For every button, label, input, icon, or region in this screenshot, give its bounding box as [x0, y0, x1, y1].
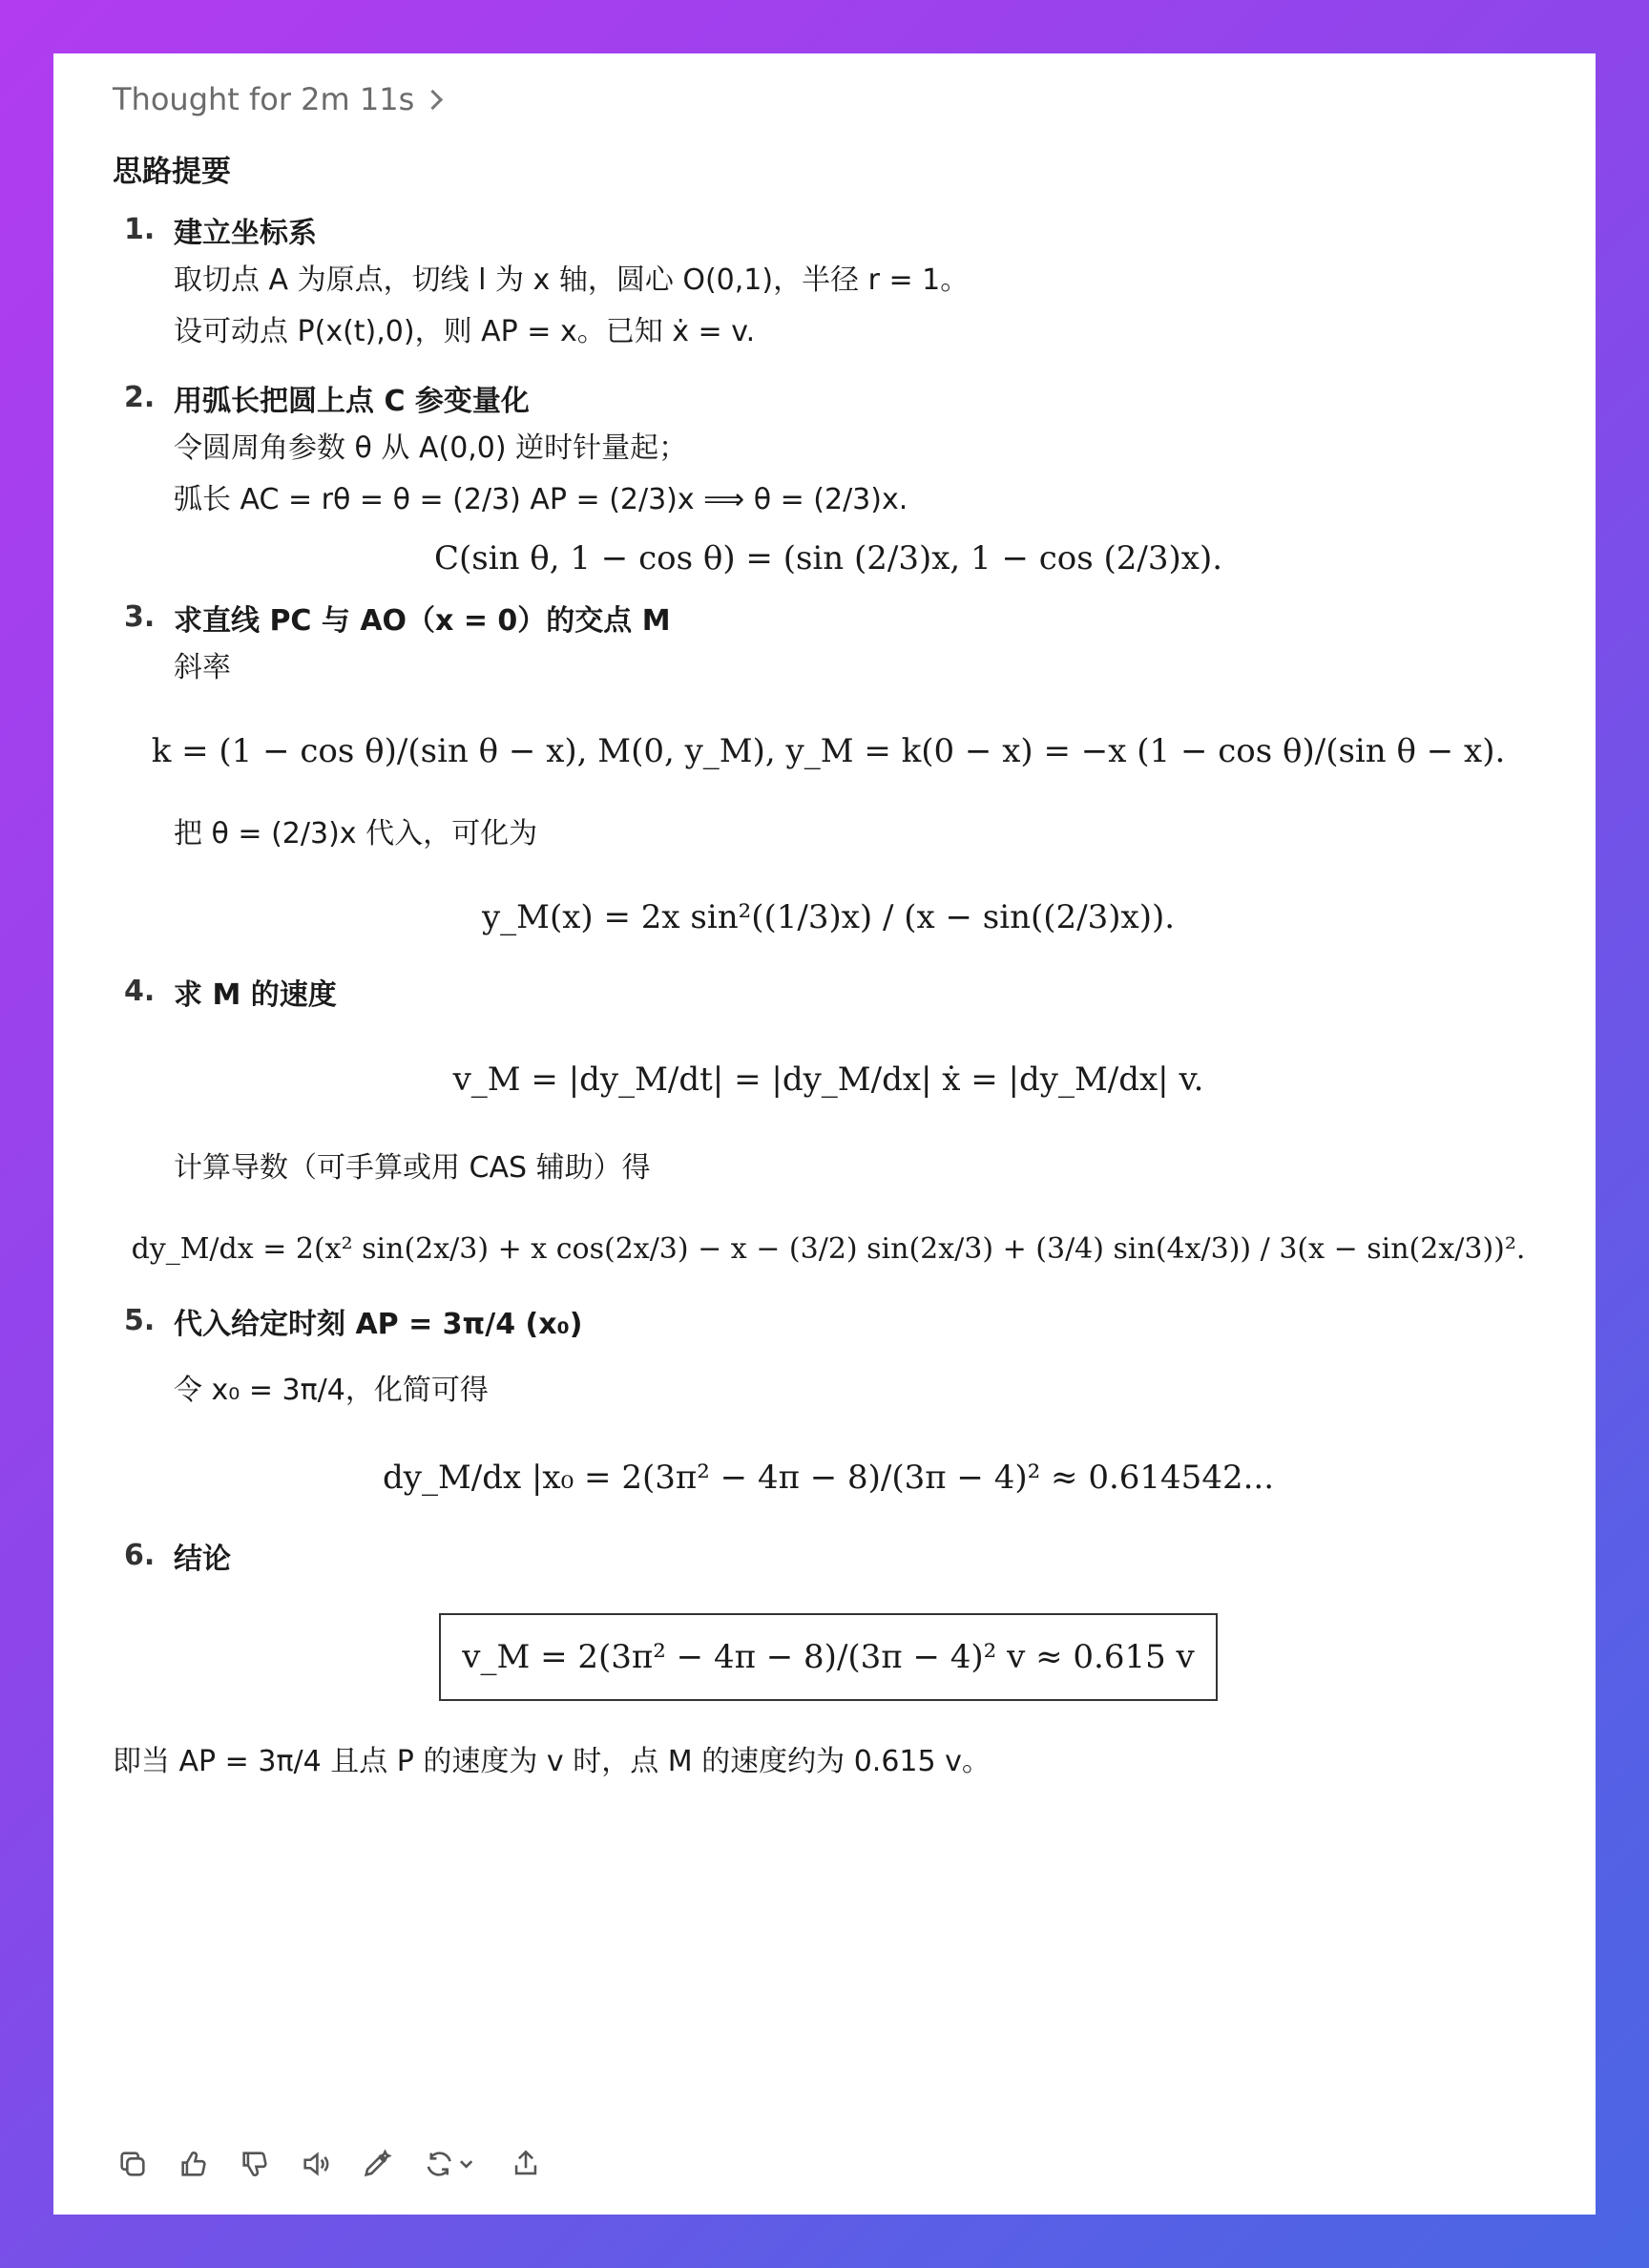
speaker-icon[interactable] [296, 2144, 336, 2184]
display-equation: dy_M/dx |x₀ = 2(3π² − 4π − 8)/(3π − 4)² ≈ 0.614542... [382, 1459, 1275, 1497]
edit-icon[interactable] [357, 2144, 397, 2184]
thumbs-up-icon[interactable] [174, 2144, 214, 2184]
step-title: 求 M 的速度 [174, 978, 337, 1012]
chat-response-card [53, 53, 1596, 2215]
step-number: 1. [124, 213, 156, 246]
step-4 [113, 975, 1544, 1266]
response-toolbar [113, 2144, 546, 2184]
step-number: 6. [124, 1539, 156, 1572]
step-1 [113, 213, 1544, 358]
copy-icon[interactable] [113, 2144, 153, 2184]
watermark: 知乎 @AI信息Gap [1212, 2156, 1562, 2205]
step-3 [113, 600, 1544, 936]
step-number: 2. [124, 381, 156, 414]
step-line: 令 x₀ = 3π/4，化简可得 [174, 1374, 489, 1407]
step-line: 斜率 [174, 651, 231, 684]
step-line: 设可动点 P(x(t),0)，则 AP = x。已知 ẋ = v. [174, 315, 756, 348]
conclusion-text: 即当 AP = 3π/4 且点 P 的速度为 v 时，点 M 的速度约为 0.615 v。 [113, 1745, 991, 1778]
step-number: 5. [124, 1304, 156, 1337]
step-6 [113, 1539, 1544, 1701]
display-equation: dy_M/dx = 2(x² sin(2x/3) + x cos(2x/3) − x − (3/2) sin(2x/3) + (3/4) sin(4x/3)) / 3(x − sin(2x/3))². [131, 1232, 1526, 1266]
share-icon[interactable] [506, 2144, 546, 2184]
chevron-right-icon [423, 89, 443, 109]
boxed-result: v_M = 2(3π² − 4π − 8)/(3π − 4)² v ≈ 0.615 v [439, 1613, 1218, 1701]
step-2 [113, 381, 1544, 578]
step-title: 代入给定时刻 AP = 3π/4 (x₀) [174, 1308, 583, 1341]
step-number: 4. [124, 975, 156, 1008]
step-title: 求直线 PC 与 AO（x = 0）的交点 M [174, 604, 671, 638]
step-line: 把 θ = (2/3)x 代入，可化为 [174, 817, 538, 850]
display-equation: y_M(x) = 2x sin²((1/3)x) / (x − sin((2/3)x)). [481, 898, 1176, 936]
step-number: 3. [124, 600, 156, 634]
thought-label: Thought for 2m 11s [113, 81, 415, 117]
step-line: 弧长 AC = rθ = θ = (2/3) AP = (2/3)x ⟹ θ = (2/3)x. [174, 483, 908, 516]
summary-heading: 思路提要 [113, 155, 231, 189]
step-line: 计算导数（可手算或用 CAS 辅助）得 [174, 1151, 651, 1185]
step-title: 建立坐标系 [174, 217, 317, 250]
thumbs-down-icon[interactable] [235, 2144, 275, 2184]
step-title: 用弧长把圆上点 C 参变量化 [174, 385, 530, 418]
regenerate-icon[interactable] [418, 2144, 485, 2184]
step-title: 结论 [174, 1543, 231, 1576]
step-5 [113, 1304, 1544, 1497]
step-line: 令圆周角参数 θ 从 A(0,0) 逆时针量起； [174, 431, 688, 465]
thought-toggle[interactable] [113, 73, 440, 126]
display-equation: k = (1 − cos θ)/(sin θ − x), M(0, y_M), y_M = k(0 − x) = −x (1 − cos θ)/(sin θ − x). [151, 732, 1506, 770]
step-line: 取切点 A 为原点，切线 l 为 x 轴，圆心 O(0,1)，半径 r = 1。 [174, 263, 970, 297]
response-content [113, 73, 1544, 1791]
display-equation: C(sin θ, 1 − cos θ) = (sin (2/3)x, 1 − cos (2/3)x). [433, 539, 1223, 578]
display-equation: v_M = |dy_M/dt| = |dy_M/dx| ẋ = |dy_M/dx| v. [452, 1060, 1204, 1099]
